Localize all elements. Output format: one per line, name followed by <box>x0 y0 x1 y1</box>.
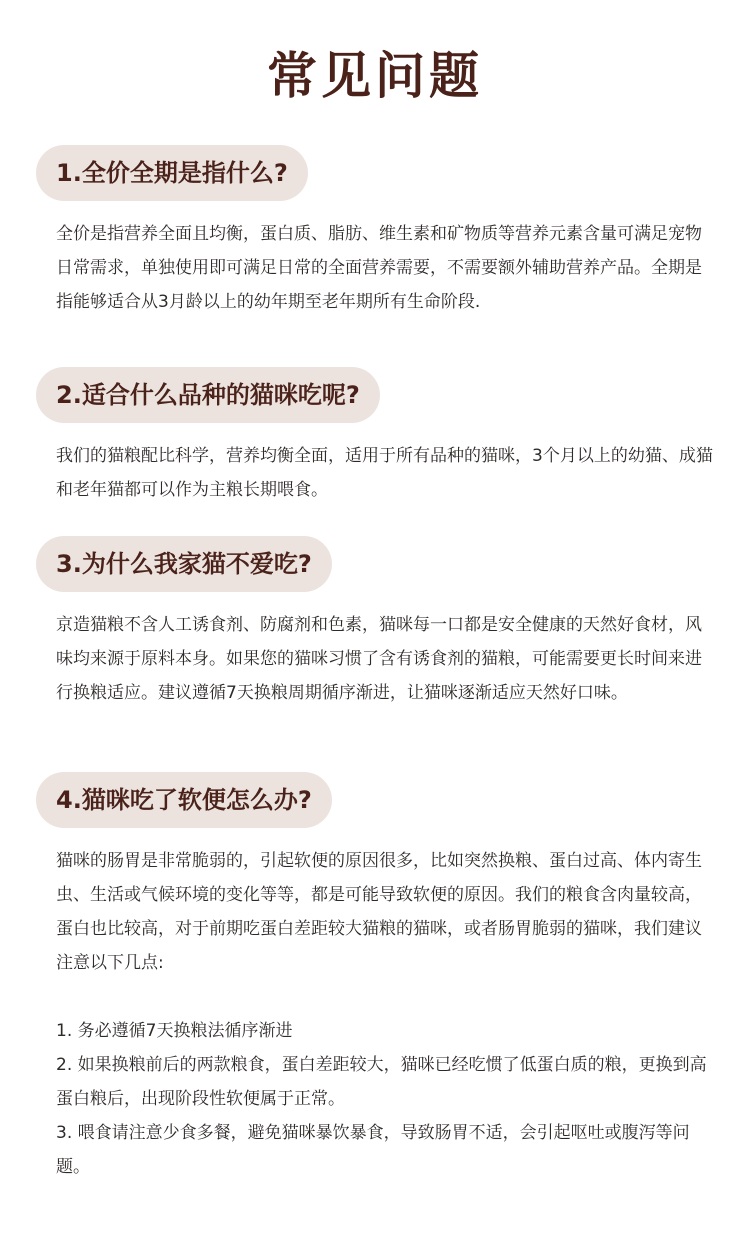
faq-answer-3-paragraph-1: 京造猫粮不含人工诱食剂、防腐剂和色素，猫咪每一口都是安全健康的天然好食材，风味均来源于原料本身。如果您的猫咪习惯了含有诱食剂的猫粮，可能需要更长时间来进行换粮适应。建议遵循7天换粮周期循序渐进，让猫咪逐渐适应天然好口味。 <box>56 615 702 703</box>
faq-answer-1-paragraph-1: 全价是指营养全面且均衡，蛋白质、脂肪、维生素和矿物质等营养元素含量可满足宠物日常需求，单独使用即可满足日常的全面营养需要，不需要额外辅助营养产品。全期是指能够适合从3月龄以上的幼年期至老年期所有生命阶段. <box>56 224 702 312</box>
faq-question-3: 3.为什么我家猫不爱吃? <box>36 536 332 592</box>
faq-question-2: 2.适合什么品种的猫咪吃呢? <box>36 367 380 423</box>
faq-answer-4-tip-3: 3. 喂食请注意少食多餐，避免猫咪暴饮暴食，导致肠胃不适，会引起呕吐或腹泻等问题。 <box>56 1123 690 1177</box>
paragraph-spacer <box>56 980 716 1014</box>
faq-question-4: 4.猫咪吃了软便怎么办? <box>36 772 332 828</box>
faq-answer-3 <box>56 608 716 710</box>
faq-item-4 <box>36 772 716 1184</box>
faq-item-1 <box>36 145 716 319</box>
faq-answer-2 <box>56 439 716 507</box>
faq-answer-1 <box>56 217 716 319</box>
faq-answer-4-paragraph-1: 猫咪的肠胃是非常脆弱的，引起软便的原因很多，比如突然换粮、蛋白过高、体内寄生虫、生活或气候环境的变化等等，都是可能导致软便的原因。我们的粮食含肉量较高，蛋白也比较高，对于前期吃蛋白差距较大猫粮的猫咪，或者肠胃脆弱的猫咪，我们建议注意以下几点: <box>56 851 702 973</box>
faq-item-2 <box>36 367 716 507</box>
faq-answer-4-tip-2: 2. 如果换粮前后的两款粮食，蛋白差距较大，猫咪已经吃惯了低蛋白质的粮，更换到高蛋白粮后，出现阶段性软便属于正常。 <box>56 1055 707 1109</box>
faq-item-3 <box>36 536 716 710</box>
faq-answer-4 <box>56 844 716 1184</box>
page-title: 常见问题 <box>267 47 483 105</box>
faq-answer-4-tip-1: 1. 务必遵循7天换粮法循序渐进 <box>56 1021 293 1041</box>
faq-question-1: 1.全价全期是指什么? <box>36 145 308 201</box>
faq-answer-2-paragraph-1: 我们的猫粮配比科学，营养均衡全面，适用于所有品种的猫咪，3个月以上的幼猫、成猫和老年猫都可以作为主粮长期喂食。 <box>56 446 713 500</box>
